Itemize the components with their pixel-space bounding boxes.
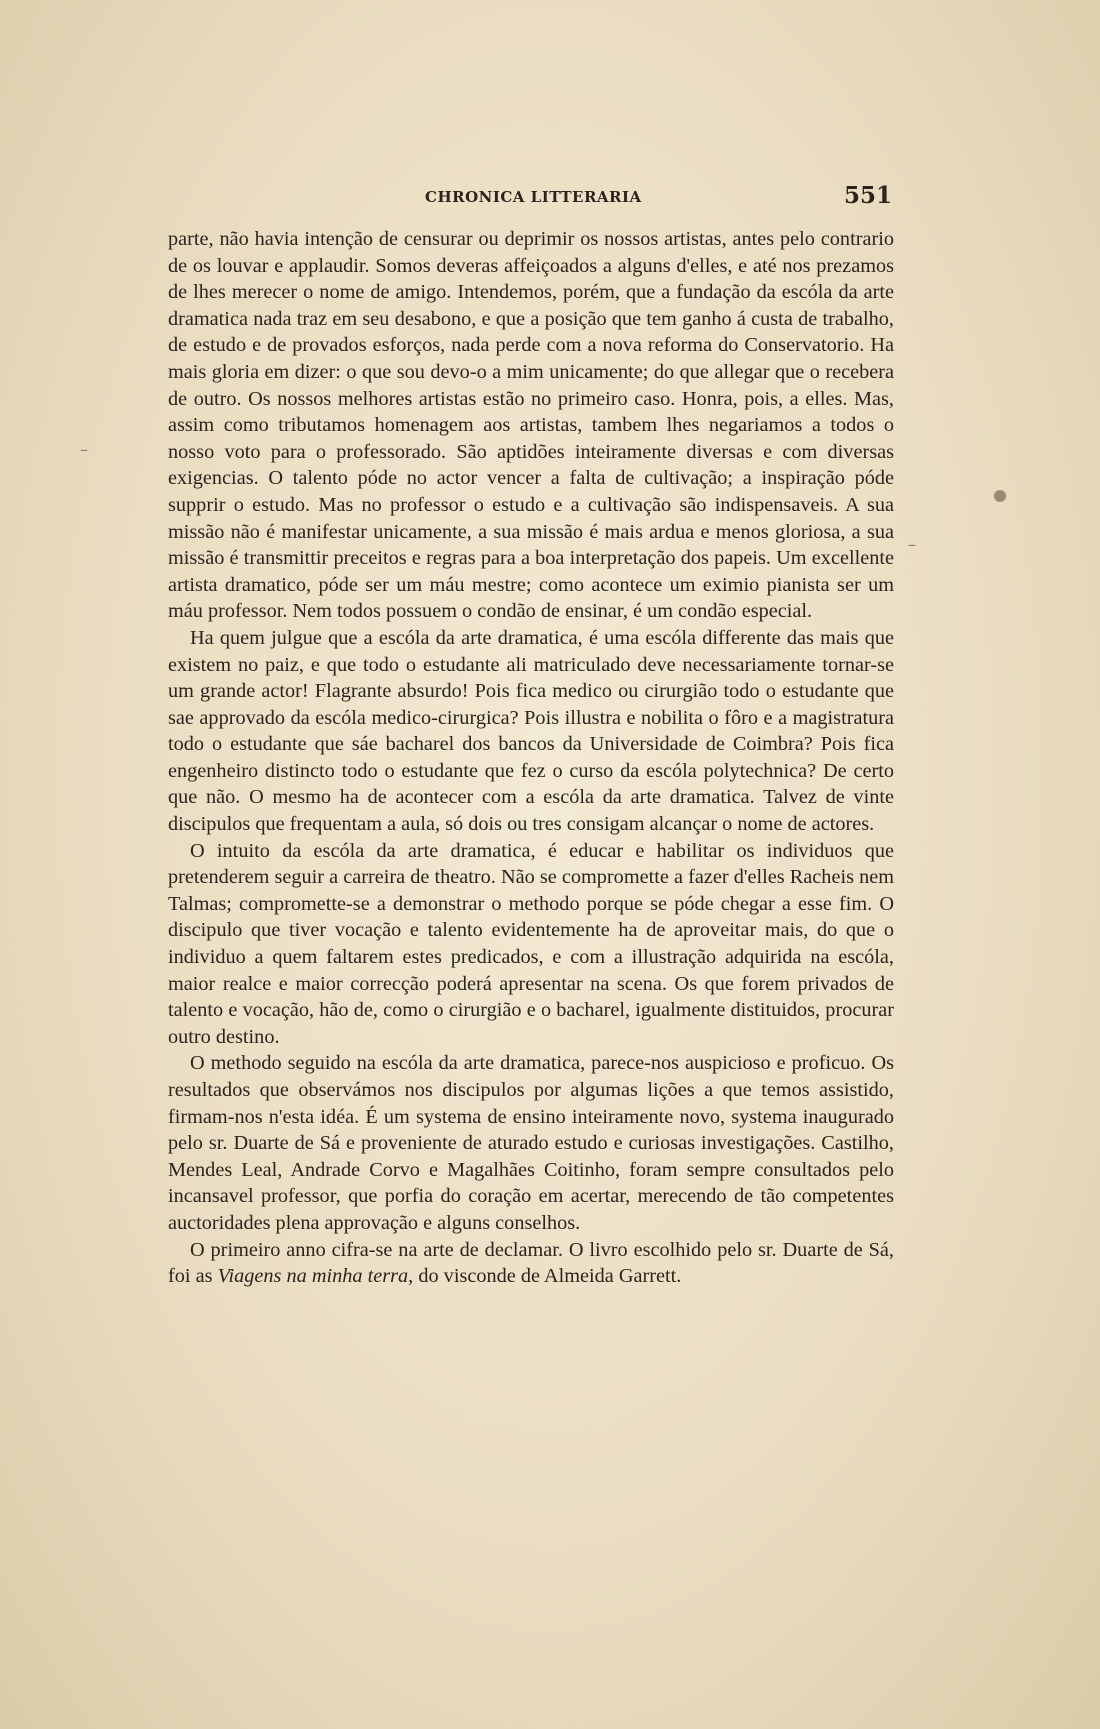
ink-spot bbox=[994, 490, 1006, 502]
margin-mark-right: – bbox=[908, 535, 916, 554]
body-text bbox=[168, 226, 894, 1290]
paragraph-1: parte, não havia intenção de censurar ou deprimir os nossos artistas, antes pelo contrario de os louvar e applaudir. Somos deveras affeiçoados a alguns d'elles, e até nos prezamos de lhes merecer o nome de amigo. Intendemos, porém, que a fundação da escóla da arte dramatica nada traz em seu desabono, e que a posição que tem ganho á custa de trabalho, de estudo e de provados esforços, nada perde com a nova reforma do Conservatorio. Ha mais gloria em dizer: o que sou devo-o a mim unicamente; do que allegar que o recebera de outro. Os nossos melhores artistas estão no primeiro caso. Honra, pois, a elles. Mas, assim como tributamos homenagem aos artistas, tambem lhes negariamos a todos o nosso voto para o professorado. São aptidões inteiramente diversas e com diversas exigencias. O talento póde no actor vencer a falta de cultivação; a inspiração póde supprir o estudo. Mas no professor o estudo e a cultivação são indispensaveis. A sua missão não é manifestar unicamente, a sua missão é mais ardua e menos gloriosa, a sua missão é transmittir preceitos e regras para a boa interpretação dos papeis. Um excellente artista dramatico, póde ser um máu mestre; como acontece um eximio pianista ser um máu professor. Nem todos possuem o condão de ensinar, é um condão especial. bbox=[168, 228, 894, 623]
paragraph-5 bbox=[168, 1237, 894, 1290]
page-header bbox=[170, 182, 892, 212]
running-title: CHRONICA LITTERARIA bbox=[425, 188, 642, 206]
margin-mark-left: – bbox=[80, 440, 88, 459]
paragraph-2: Ha quem julgue que a escóla da arte dramatica, é uma escóla differente das mais que existem no paiz, e que todo o estudante ali matriculado deve necessariamente tornar-se um grande actor! Flagrante absurdo! Pois fica medico ou cirurgião todo o estudante que sae approvado da escóla medico-cirurgica? Pois illustra e nobilita o fôro e a magistratura todo o estudante que sáe bacharel dos bancos da Universidade de Coimbra? Pois fica engenheiro distincto todo o estudante que fez o curso da escóla polytechnica? De certo que não. O mesmo ha de acontecer com a escóla da arte dramatica. Talvez de vinte discipulos que frequentam a aula, só dois ou tres consigam alcançar o nome de actores. bbox=[168, 626, 894, 836]
paragraph-5-start: O primeiro anno cifra-se na arte de declamar. O livro escolhido pelo sr. Duarte de Sá, foi as bbox=[168, 1238, 894, 1288]
book-title: Viagens na minha terra, bbox=[217, 1265, 414, 1288]
page-number: 551 bbox=[843, 182, 892, 209]
paragraph-4: O methodo seguido na escóla da arte dramatica, parece-nos auspicioso e proficuo. Os resultados que observámos nos discipulos por algumas lições a que temos assistido, firmam-nos n'esta idéa. É um systema de ensino inteiramente novo, systema inaugurado pelo sr. Duarte de Sá e proveniente de aturado estudo e curiosas investigações. Castilho, Mendes Leal, Andrade Corvo e Magalhães Coitinho, foram sempre consultados pelo incansavel professor, que porfia do coração em acertar, merecendo de tão competentes auctoridades plena approvação e alguns conselhos. bbox=[168, 1052, 894, 1234]
paragraph-5-end: do visconde de Almeida Garrett. bbox=[413, 1265, 682, 1288]
paragraph-3: O intuito da escóla da arte dramatica, é educar e habilitar os individuos que pretenderem seguir a carreira de theatro. Não se compromette a fazer d'elles Racheis nem Talmas; compromette-se a demonstrar o methodo porque se póde chegar a esse fim. O discipulo que tiver vocação e talento evidentemente ha de aproveitar mais, do que o individuo a quem faltarem estes predicados, e com a illustração adquirida na escóla, maior realce e maior correcção poderá apresentar na scena. Os que forem privados de talento e vocação, hão de, como o cirurgião e o bacharel, igualmente distituidos, procurar outro destino. bbox=[168, 839, 894, 1048]
